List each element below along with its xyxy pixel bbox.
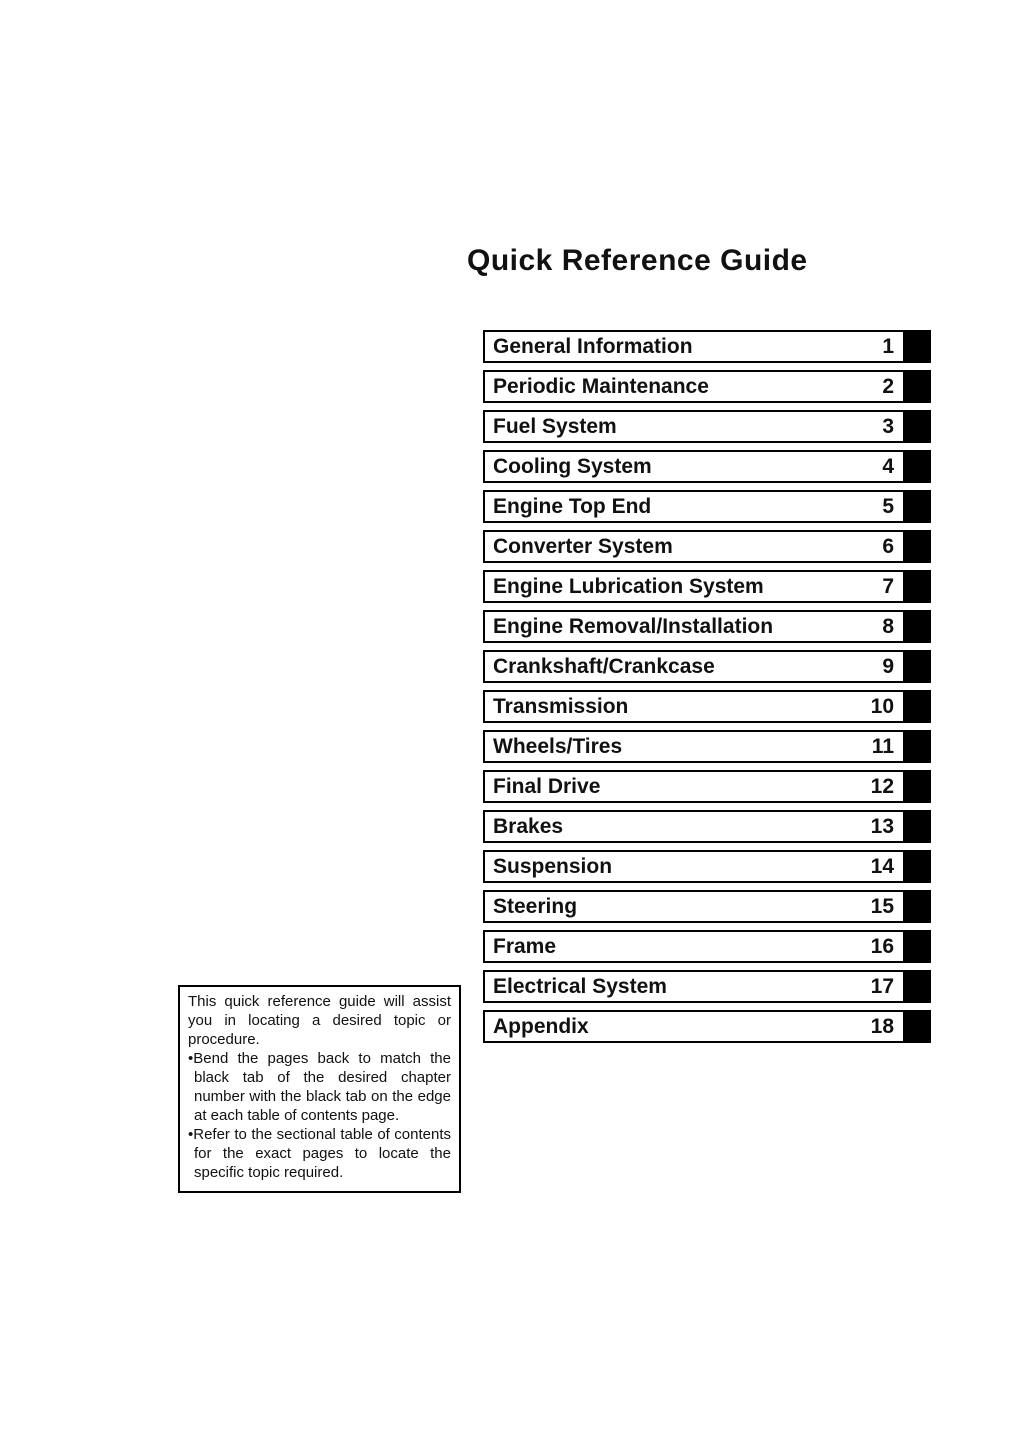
chapter-label: Brakes [493,814,564,838]
chapter-black-tab [905,610,931,643]
chapter-black-tab [905,810,931,843]
chapter-box [483,890,905,923]
chapter-row[interactable] [483,770,933,803]
chapter-row[interactable] [483,410,933,443]
chapter-box [483,690,905,723]
chapter-box [483,410,905,443]
chapter-box [483,570,905,603]
chapter-number: 13 [870,814,894,838]
chapter-row[interactable] [483,570,933,603]
chapter-label: Cooling System [493,454,652,478]
chapter-row[interactable] [483,890,933,923]
chapter-label: Crankshaft/Crankcase [493,654,715,678]
usage-note-box [178,985,461,1193]
chapter-box [483,330,905,363]
chapter-black-tab [905,770,931,803]
chapter-black-tab [905,450,931,483]
chapter-black-tab [905,330,931,363]
chapter-box [483,930,905,963]
chapter-number: 4 [882,454,894,478]
chapter-label: Fuel System [493,414,617,438]
chapter-label: Suspension [493,854,613,878]
chapter-black-tab [905,1010,931,1043]
chapter-row[interactable] [483,930,933,963]
chapter-black-tab [905,930,931,963]
chapter-row[interactable] [483,1010,933,1043]
page-title: Quick Reference Guide [467,244,808,278]
chapter-black-tab [905,410,931,443]
chapter-label: Wheels/Tires [493,734,623,758]
chapter-label: Engine Removal/Installation [493,614,774,638]
chapter-label: Steering [493,894,578,918]
chapter-black-tab [905,970,931,1003]
chapter-number: 15 [870,894,894,918]
chapter-label: Appendix [493,1014,589,1038]
chapter-row[interactable] [483,730,933,763]
chapter-black-tab [905,530,931,563]
chapter-row[interactable] [483,610,933,643]
chapter-black-tab [905,370,931,403]
chapter-box [483,970,905,1003]
chapter-row[interactable] [483,850,933,883]
chapter-label: Converter System [493,534,673,558]
chapter-label: Engine Lubrication System [493,574,764,598]
chapter-row[interactable] [483,330,933,363]
chapter-number: 12 [870,774,894,798]
chapter-box [483,610,905,643]
chapter-number: 1 [882,334,894,358]
chapter-row[interactable] [483,530,933,563]
chapter-row[interactable] [483,450,933,483]
chapter-label: Engine Top End [493,494,652,518]
chapter-box [483,490,905,523]
chapter-black-tab [905,570,931,603]
chapter-black-tab [905,490,931,523]
chapter-box [483,530,905,563]
chapter-number: 14 [870,854,894,878]
chapter-number: 11 [871,734,894,758]
chapter-label: Frame [493,934,557,958]
chapter-box [483,850,905,883]
chapter-label: Periodic Maintenance [493,374,709,398]
chapter-row[interactable] [483,970,933,1003]
chapter-box [483,450,905,483]
chapter-number: 7 [882,574,894,598]
chapter-box [483,370,905,403]
chapter-label: General Information [493,334,693,358]
chapter-black-tab [905,690,931,723]
chapter-box [483,770,905,803]
chapter-number: 18 [870,1014,894,1038]
chapter-number: 10 [870,694,894,718]
chapter-number: 17 [870,974,894,998]
chapter-black-tab [905,850,931,883]
note-bullet: •Refer to the sectional table of contents for the exact pages to locate the specific topic required. [188,1126,451,1181]
chapter-row[interactable] [483,650,933,683]
chapter-row[interactable] [483,810,933,843]
chapter-list [483,330,933,1050]
chapter-number: 6 [882,534,894,558]
chapter-number: 5 [882,494,894,518]
chapter-label: Final Drive [493,774,601,798]
chapter-box [483,650,905,683]
chapter-number: 2 [882,374,894,398]
chapter-black-tab [905,730,931,763]
chapter-number: 3 [882,414,894,438]
note-bullet: •Bend the pages back to match the black tab of the desired chapter number with the black tab on the edge at each table of contents page. [188,1050,451,1124]
usage-note-intro: This quick reference guide will assist you in locating a desired topic or procedure. [188,993,451,1048]
chapter-box [483,1010,905,1043]
chapter-black-tab [905,890,931,923]
chapter-box [483,810,905,843]
chapter-label: Electrical System [493,974,667,998]
chapter-black-tab [905,650,931,683]
chapter-box [483,730,905,763]
chapter-number: 9 [882,654,894,678]
chapter-row[interactable] [483,370,933,403]
chapter-number: 8 [882,614,894,638]
chapter-row[interactable] [483,490,933,523]
chapter-row[interactable] [483,690,933,723]
chapter-label: Transmission [493,694,629,718]
chapter-number: 16 [870,934,894,958]
note-bullets [188,1049,451,1182]
